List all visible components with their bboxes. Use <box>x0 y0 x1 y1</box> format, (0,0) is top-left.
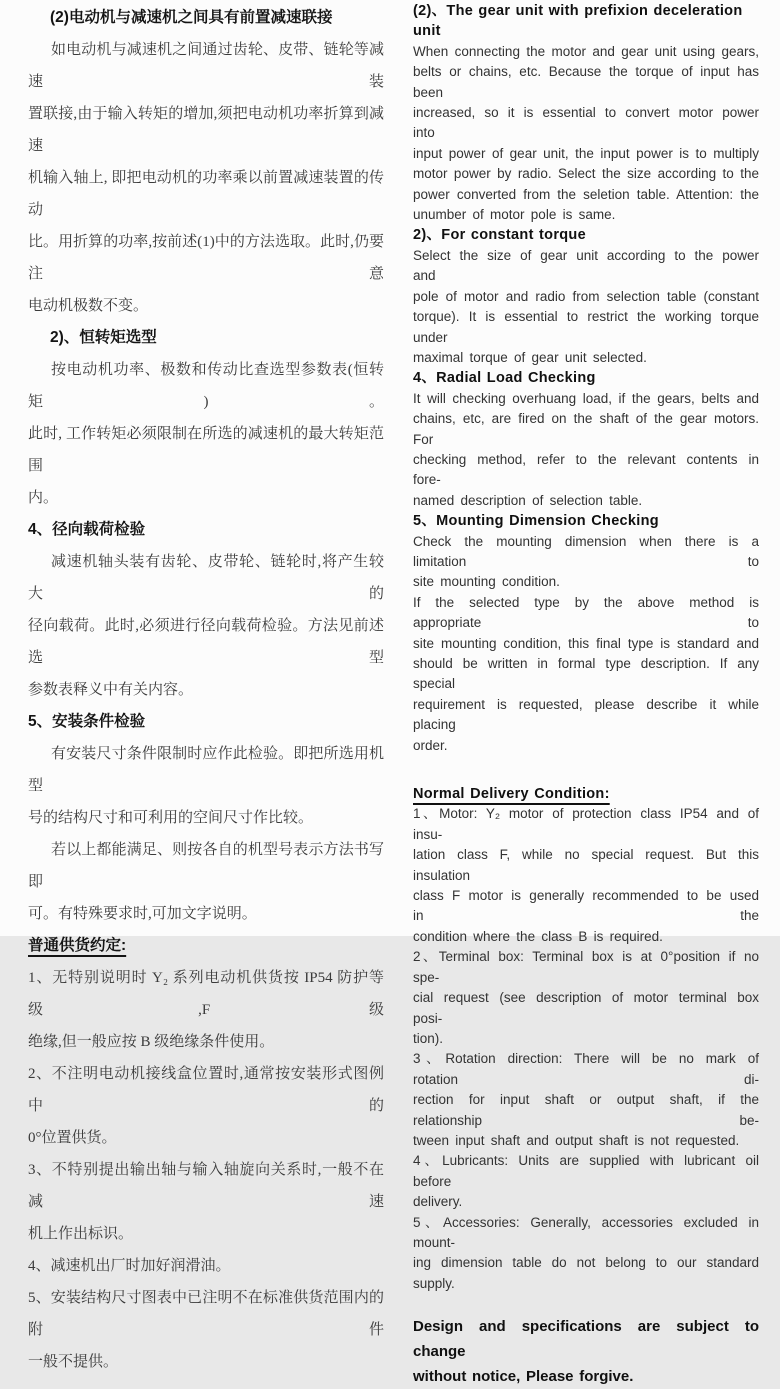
text-line: 4、Lubricants: Units are supplied with lubricant oil before <box>413 1153 759 1189</box>
text-line: Check the mounting dimension when there is a limitation to <box>413 533 759 569</box>
text-line: 减速机轴头装有齿轮、皮带轮、链轮时,将产生较大的 <box>28 554 384 602</box>
text-line: 4、减速机出厂时加好润滑油。 <box>28 1258 231 1274</box>
text-line: class F motor is generally recommended to be used in the <box>413 888 759 924</box>
text-line: 径向载荷。此时,必须进行径向载荷检验。方法见前述选型 <box>28 618 384 666</box>
text-line: should be written in formal type description. If any special <box>413 656 759 692</box>
text-line: without notice, Please forgive. <box>413 1368 634 1386</box>
text-line: motor power by radio. Select the size according to the <box>413 166 759 182</box>
text-line: 0°位置供货。 <box>28 1130 117 1146</box>
text-line: cial request (see description of motor terminal box posi- <box>413 990 759 1026</box>
section-heading <box>413 368 759 388</box>
text-line: 此时, 工作转矩必须限制在所选的减速机的最大转矩范围 <box>28 426 384 474</box>
paragraph <box>28 546 384 706</box>
text-line: lation class F, while no special request. But this insulation <box>413 847 759 883</box>
text-line: 4、径向载荷检验 <box>28 521 146 538</box>
paragraph <box>413 947 759 1049</box>
paragraph <box>28 1282 384 1378</box>
paragraph <box>413 1151 759 1212</box>
text-line: tion). <box>413 1030 444 1046</box>
text-line: (2)、The gear unit with prefixion deceleration unit <box>413 3 743 40</box>
section-heading <box>413 784 759 804</box>
paragraph <box>413 593 759 756</box>
text-line: maximal torque of gear unit selected. <box>413 349 647 365</box>
text-line: Select the size of gear unit according to the power and <box>413 247 759 284</box>
paragraph <box>28 1250 384 1282</box>
text-line: 5、Accessories: Generally, accessories excluded in mount- <box>413 1214 759 1250</box>
paragraph <box>28 738 384 834</box>
section-heading <box>28 706 384 738</box>
text-line: 3、Rotation direction: There will be no mark of rotation di- <box>413 1051 759 1087</box>
text-line: ing dimension table do not belong to our standard supply. <box>413 1255 759 1291</box>
text-line: If the selected type by the above method is appropriate to <box>413 594 759 631</box>
text-line: It will checking overhuang load, if the gears, belts and <box>413 390 759 406</box>
text-line: 1、无特别说明时 Y₂ 系列电动机供货按 IP54 防护等级,F 级 <box>28 970 384 1018</box>
section-heading <box>413 511 759 531</box>
text-line: order. <box>413 737 448 753</box>
text-line: input power of gear unit, the input power is to multiply <box>413 145 759 161</box>
text-line: Normal Delivery Condition: <box>413 786 610 803</box>
paragraph <box>413 1049 759 1151</box>
text-line: 若以上都能满足、则按各自的机型号表示方法书写即 <box>28 842 384 890</box>
text-line: (2)电动机与减速机之间具有前置减速联接 <box>50 9 333 26</box>
paragraph <box>28 834 384 930</box>
text-line: 一般不提供。 <box>28 1354 119 1370</box>
text-line: 5、安装条件检验 <box>28 713 146 730</box>
text-line: torque). It is essential to restrict the working torque under <box>413 309 759 345</box>
block-spacer <box>413 756 759 784</box>
paragraph <box>28 1058 384 1154</box>
section-heading <box>28 930 384 962</box>
text-line: 电动机极数不变。 <box>28 298 149 314</box>
text-line: power converted from the seletion table. Attention: the <box>413 186 759 202</box>
text-line: 绝缘,但一般应按 B 级绝缘条件使用。 <box>28 1034 275 1050</box>
section-heading <box>413 1 759 42</box>
section-heading <box>28 2 384 34</box>
english-column <box>413 0 759 1389</box>
closing-note <box>413 1314 759 1389</box>
paragraph <box>413 246 759 368</box>
text-line: 可。有特殊要求时,可加文字说明。 <box>28 906 257 922</box>
text-line: 5、Mounting Dimension Checking <box>413 513 659 530</box>
text-line: unumber of motor pole is same. <box>413 207 616 223</box>
text-line: Design and specifications are subject to change <box>413 1318 759 1361</box>
text-line: increased, so it is essential to convert motor power into <box>413 105 759 141</box>
text-line: named description of selection table. <box>413 492 643 508</box>
paragraph <box>28 962 384 1058</box>
text-line: 机输入轴上, 即把电动机的功率乘以前置减速装置的传动 <box>28 170 384 218</box>
chinese-column <box>28 0 384 1378</box>
text-line: 参数表释义中有关内容。 <box>28 682 194 698</box>
text-line: 4、Radial Load Checking <box>413 370 596 387</box>
text-line: pole of motor and radio from selection table (constant <box>413 288 759 304</box>
text-line: 置联接,由于输入转矩的增加,须把电动机功率折算到减速 <box>28 106 384 154</box>
text-line: 内。 <box>28 490 59 506</box>
text-line: rection for input shaft or output shaft, if the relationship be- <box>413 1092 759 1128</box>
text-line: 如电动机与减速机之间通过齿轮、皮带、链轮等减速装 <box>28 42 384 90</box>
text-line: When connecting the motor and gear unit using gears, <box>413 43 759 59</box>
section-heading <box>413 225 759 245</box>
text-line: 5、安装结构尺寸图表中已注明不在标准供货范围内的附件 <box>28 1290 384 1338</box>
text-line: delivery. <box>413 1194 463 1210</box>
paragraph <box>413 532 759 593</box>
text-line: 3、不特别提出输出轴与输入轴旋向关系时,一般不在减速 <box>28 1162 384 1210</box>
text-line: 有安装尺寸条件限制时应作此检验。即把所选用机型 <box>28 746 384 794</box>
paragraph <box>413 1213 759 1295</box>
text-line: 2)、恒转矩选型 <box>50 329 157 346</box>
paragraph <box>28 34 384 322</box>
text-line: 2、不注明电动机接线盒位置时,通常按安装形式图例中的 <box>28 1066 384 1114</box>
text-line: 号的结构尺寸和可利用的空间尺寸作比较。 <box>28 810 314 826</box>
section-heading <box>28 322 384 354</box>
text-line: 比。用折算的功率,按前述(1)中的方法选取。此时,仍要注意 <box>28 234 384 282</box>
paragraph <box>28 354 384 514</box>
text-line: site mounting condition. <box>413 574 560 590</box>
text-line: condition where the class B is required. <box>413 928 663 944</box>
text-line: site mounting condition, this final type is standard and <box>413 635 759 651</box>
paragraph <box>28 1154 384 1250</box>
text-line: 普通供货约定: <box>28 937 127 954</box>
text-line: belts or chains, etc. Because the torque of input has been <box>413 64 759 100</box>
text-line: chains, etc, are fired on the shaft of the gear motors. For <box>413 411 759 447</box>
text-line: requirement is requested, please describe it while placing <box>413 696 759 733</box>
text-line: 2、Terminal box: Terminal box is at 0°position if no spe- <box>413 949 759 985</box>
paragraph <box>413 804 759 947</box>
section-heading <box>28 514 384 546</box>
text-line: tween input shaft and output shaft is not requested. <box>413 1132 740 1148</box>
text-line: 机上作出标识。 <box>28 1226 134 1242</box>
text-line: checking method, refer to the relevant contents in fore- <box>413 451 759 488</box>
block-spacer <box>413 1294 759 1314</box>
text-line: 1、Motor: Y₂ motor of protection class IP54 and of insu- <box>413 806 759 842</box>
text-line: 2)、For constant torque <box>413 227 586 244</box>
text-line: 按电动机功率、极数和传动比查选型参数表(恒转矩)。 <box>28 362 384 410</box>
paragraph <box>413 389 759 511</box>
paragraph <box>413 42 759 226</box>
